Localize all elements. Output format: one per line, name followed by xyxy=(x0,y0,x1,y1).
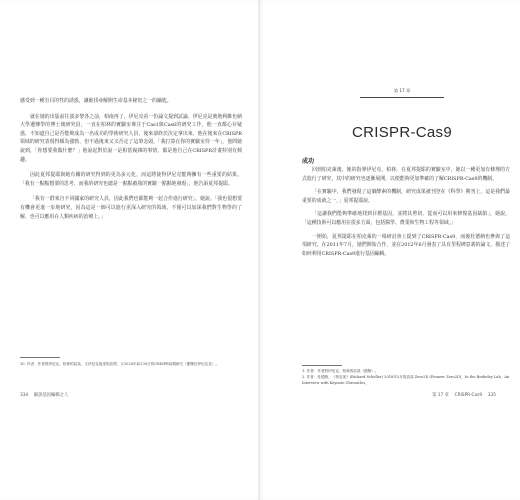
left-body-text xyxy=(20,97,242,228)
footnote-rule xyxy=(20,357,60,358)
right-footnotes xyxy=(302,368,510,386)
right-body-text xyxy=(302,166,510,263)
section-heading: 成功 xyxy=(302,158,315,165)
left-paragraph: 就在她的出版前往波多黎各之前，柏南再了，伊尼克看一份論文提到試論，伊尼克是奧地利維也納大學遺傳學的博士後研究員，一直在柏林的實驗室專注于Cas1與Cas6的研究工作，他一直都心存疑惑，不知道自己是否能夠成為一名成功的學術研究人員，後來卻終於決定拿出來，他在後來在CRISPR領域的研究表現得頗為強勁，但不過後來又又否定了這筆念頭，「我打算在你的實驗室待一年」，他問她說到，「你想要我做什麼？」他說起對於說一是相當複雜的事情，都是他自己在CRISPR計畫特別有興趣。 xyxy=(20,113,242,163)
left-paragraph: 感受到一種有目的性的誘惑，讓她找尋解開生命基本秘密之一的鑰匙。 xyxy=(20,98,172,104)
chapter-title: CRISPR-Cas9 xyxy=(352,124,452,141)
left-footnote: 10. 作者：作者對伊尼克、柏林的訪談，又伊尼克接受的訪問，又2020年4月30日的CRISPR前期研究（節錄於伊尼克及）。 xyxy=(20,362,220,366)
left-paragraph: 「我有一群來自不同國家的研究人員，因此我們也都能夠一起合作進行研究」，她說。「我也很想要有機會更進一步地研究，因為這是一個可以進行更深入研究的領域，不僅可以加深我們對生物學的了解，也可以應用在人類疾病的治療上。」 xyxy=(20,196,242,220)
right-footnote: 1. 作者：作者對伊尼克、柏林的訪談（節錄）。 xyxy=(302,369,379,373)
left-folio: 334 細說基因編輯之人 xyxy=(20,393,69,398)
right-folio: 第 17 章 CRISPR-Cas9 335 xyxy=(432,393,496,398)
right-page xyxy=(260,0,520,500)
right-footnote: 2. 作者：杜德納，《柏克萊》(Richard Scheller) 2018年3月的訪談 Zero2D (Pioneer Zero2D)，In the Berkeley Lab，An Interview with Keynote Chronicles。 xyxy=(302,375,510,385)
right-paragraph: 一開始，夏邦提耶在柏克萊的一場研討會上提到了CRISPR-Cas9，而後杜德納也參與了這項研究。在2011年7月，她們開始合作，並在2012年6月發表了具有里程碑意義的論文，描述了如何利用CRISPR-Cas9進行基因編輯。 xyxy=(302,233,510,257)
left-paragraph: 因此夏邦提耶與她有關的研究得到的更為多元化，而這將使得伊尼克能夠擁有一些重要的結果。「我有一點點想要的思考，而我的研究也總是一點點被我的實驗一點點地發現」，他告訴夏邦提耶。 xyxy=(20,172,242,187)
right-paragraph: 「在實驗中，我們發現了這個酵素的機制，研究成果被刊登在《科學》期刊上，這是我們最重要的成就之一，」夏邦提耶說。 xyxy=(302,189,510,204)
footnote-rule xyxy=(302,365,342,366)
chapter-rule xyxy=(360,97,444,98)
right-paragraph: 「這讓我們能夠準確地找到目標基因，並將其剪切，從而可以用來修復基因缺陷」，她說。「這種技術可以應用在很多方面，包括醫學、農業和生物工程等領域。」 xyxy=(302,211,510,226)
right-paragraph: 回到柏克萊後，她的指導伊尼克、柏林，在夏邦提耶的實驗室中，她以一種更加有條理的方式進行了研究，其中的研究也逐漸展開，以便能夠更加準確的了解CRISPR-Cas9的機制。 xyxy=(302,167,510,182)
chapter-label: 第 17 章 xyxy=(393,88,411,93)
